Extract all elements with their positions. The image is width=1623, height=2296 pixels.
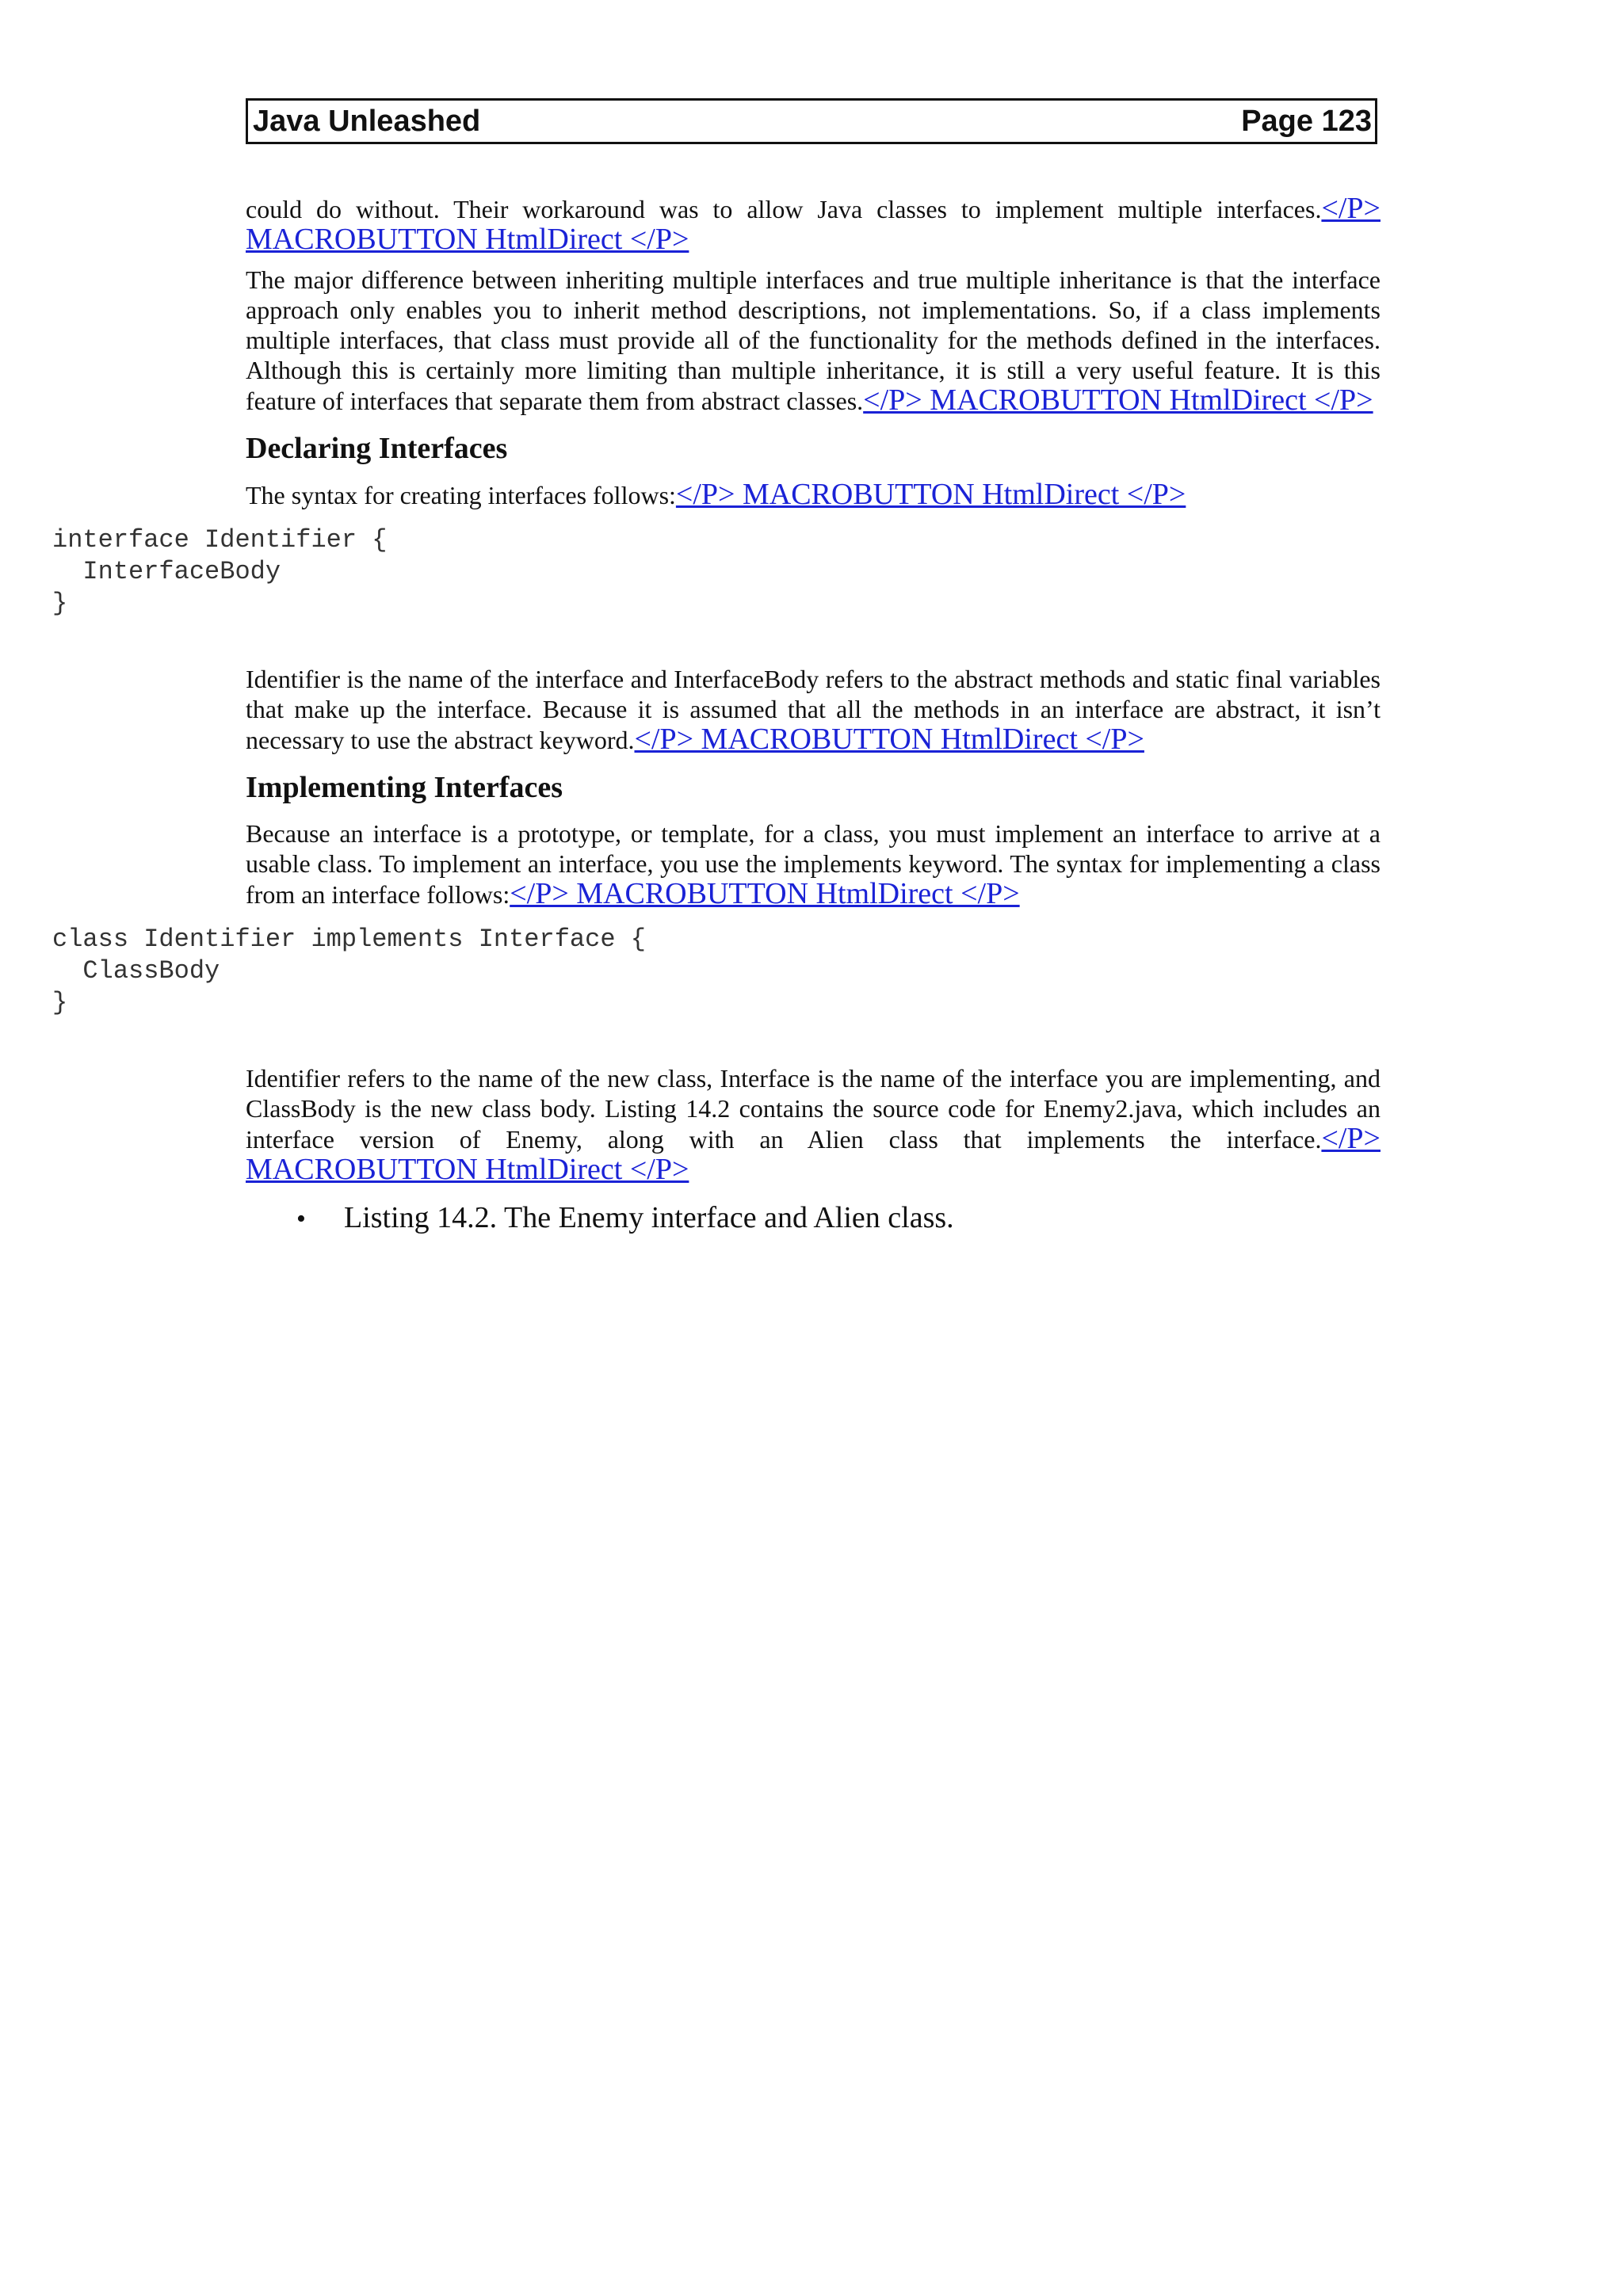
paragraph-text: Identifier is the name of the interface and InterfaceBody refers to the abstract methods and static final variables that make up the interface. Because it is assumed that all the methods in an interface are abstract, it isn’t necessary to use the abstract keyword. [246,665,1381,754]
paragraph [246,1063,1381,1185]
paragraph [246,265,1381,416]
listing-bullet-item [296,1199,1381,1238]
macrobutton-link[interactable]: </P> MACROBUTTON HtmlDirect </P> [634,723,1144,756]
paragraph [246,193,1381,255]
paragraph [246,664,1381,755]
macrobutton-link[interactable]: </P> MACROBUTTON HtmlDirect </P> [675,478,1186,511]
page-number: Page 123 [1241,104,1372,138]
paragraph-text: The major difference between inheriting multiple interfaces and true multiple inheritance is that the interface approach only enables you to inherit method descriptions, not implementations. So, if a class implements multiple interfaces, that class must provide all of the functionality for the methods defined in the interfaces. Although this is certainly more limiting than multiple inheritance, it is still a very useful feature. It is this feature of interfaces that separate them from abstract classes. [246,265,1381,415]
paragraph-text: Because an interface is a prototype, or template, for a class, you must implement an interface to arrive at a usable class. To implement an interface, you use the implements keyword. The syntax for implementing a class from an interface follows: [246,819,1381,909]
book-title: Java Unleashed [253,104,481,138]
page-content [52,192,1381,1238]
paragraph-text: The syntax for creating interfaces follows: [246,481,676,509]
listing-caption: Listing 14.2. The Enemy interface and Alien class. [344,1201,954,1234]
bullet-icon: • [296,1204,306,1234]
paragraph-text: could do without. Their workaround was to allow Java classes to implement multiple interfaces. [246,195,1322,223]
code-block: interface Identifier { InterfaceBody } [52,525,388,618]
macrobutton-link[interactable]: </P> MACROBUTTON HtmlDirect </P> [510,877,1020,910]
section-heading: Declaring Interfaces [246,432,508,465]
macrobutton-link[interactable]: </P> MACROBUTTON HtmlDirect </P> [246,1122,1381,1186]
macrobutton-link[interactable]: </P> MACROBUTTON HtmlDirect </P> [863,383,1373,417]
paragraph-text: Identifier refers to the name of the new class, Interface is the name of the interface you are implementing, and ClassBody is the new class body. Listing 14.2 contains the source code for Enemy2.java, which includes an interface version of Enemy, along with an Alien class that implements the interface. [246,1064,1381,1154]
page-header [246,98,1377,144]
macrobutton-link[interactable]: </P> MACROBUTTON HtmlDirect </P> [246,192,1381,256]
paragraph [246,818,1381,910]
section-heading: Implementing Interfaces [246,771,563,804]
code-block: class Identifier implements Interface { ClassBody } [52,925,646,1017]
paragraph [246,479,1381,510]
